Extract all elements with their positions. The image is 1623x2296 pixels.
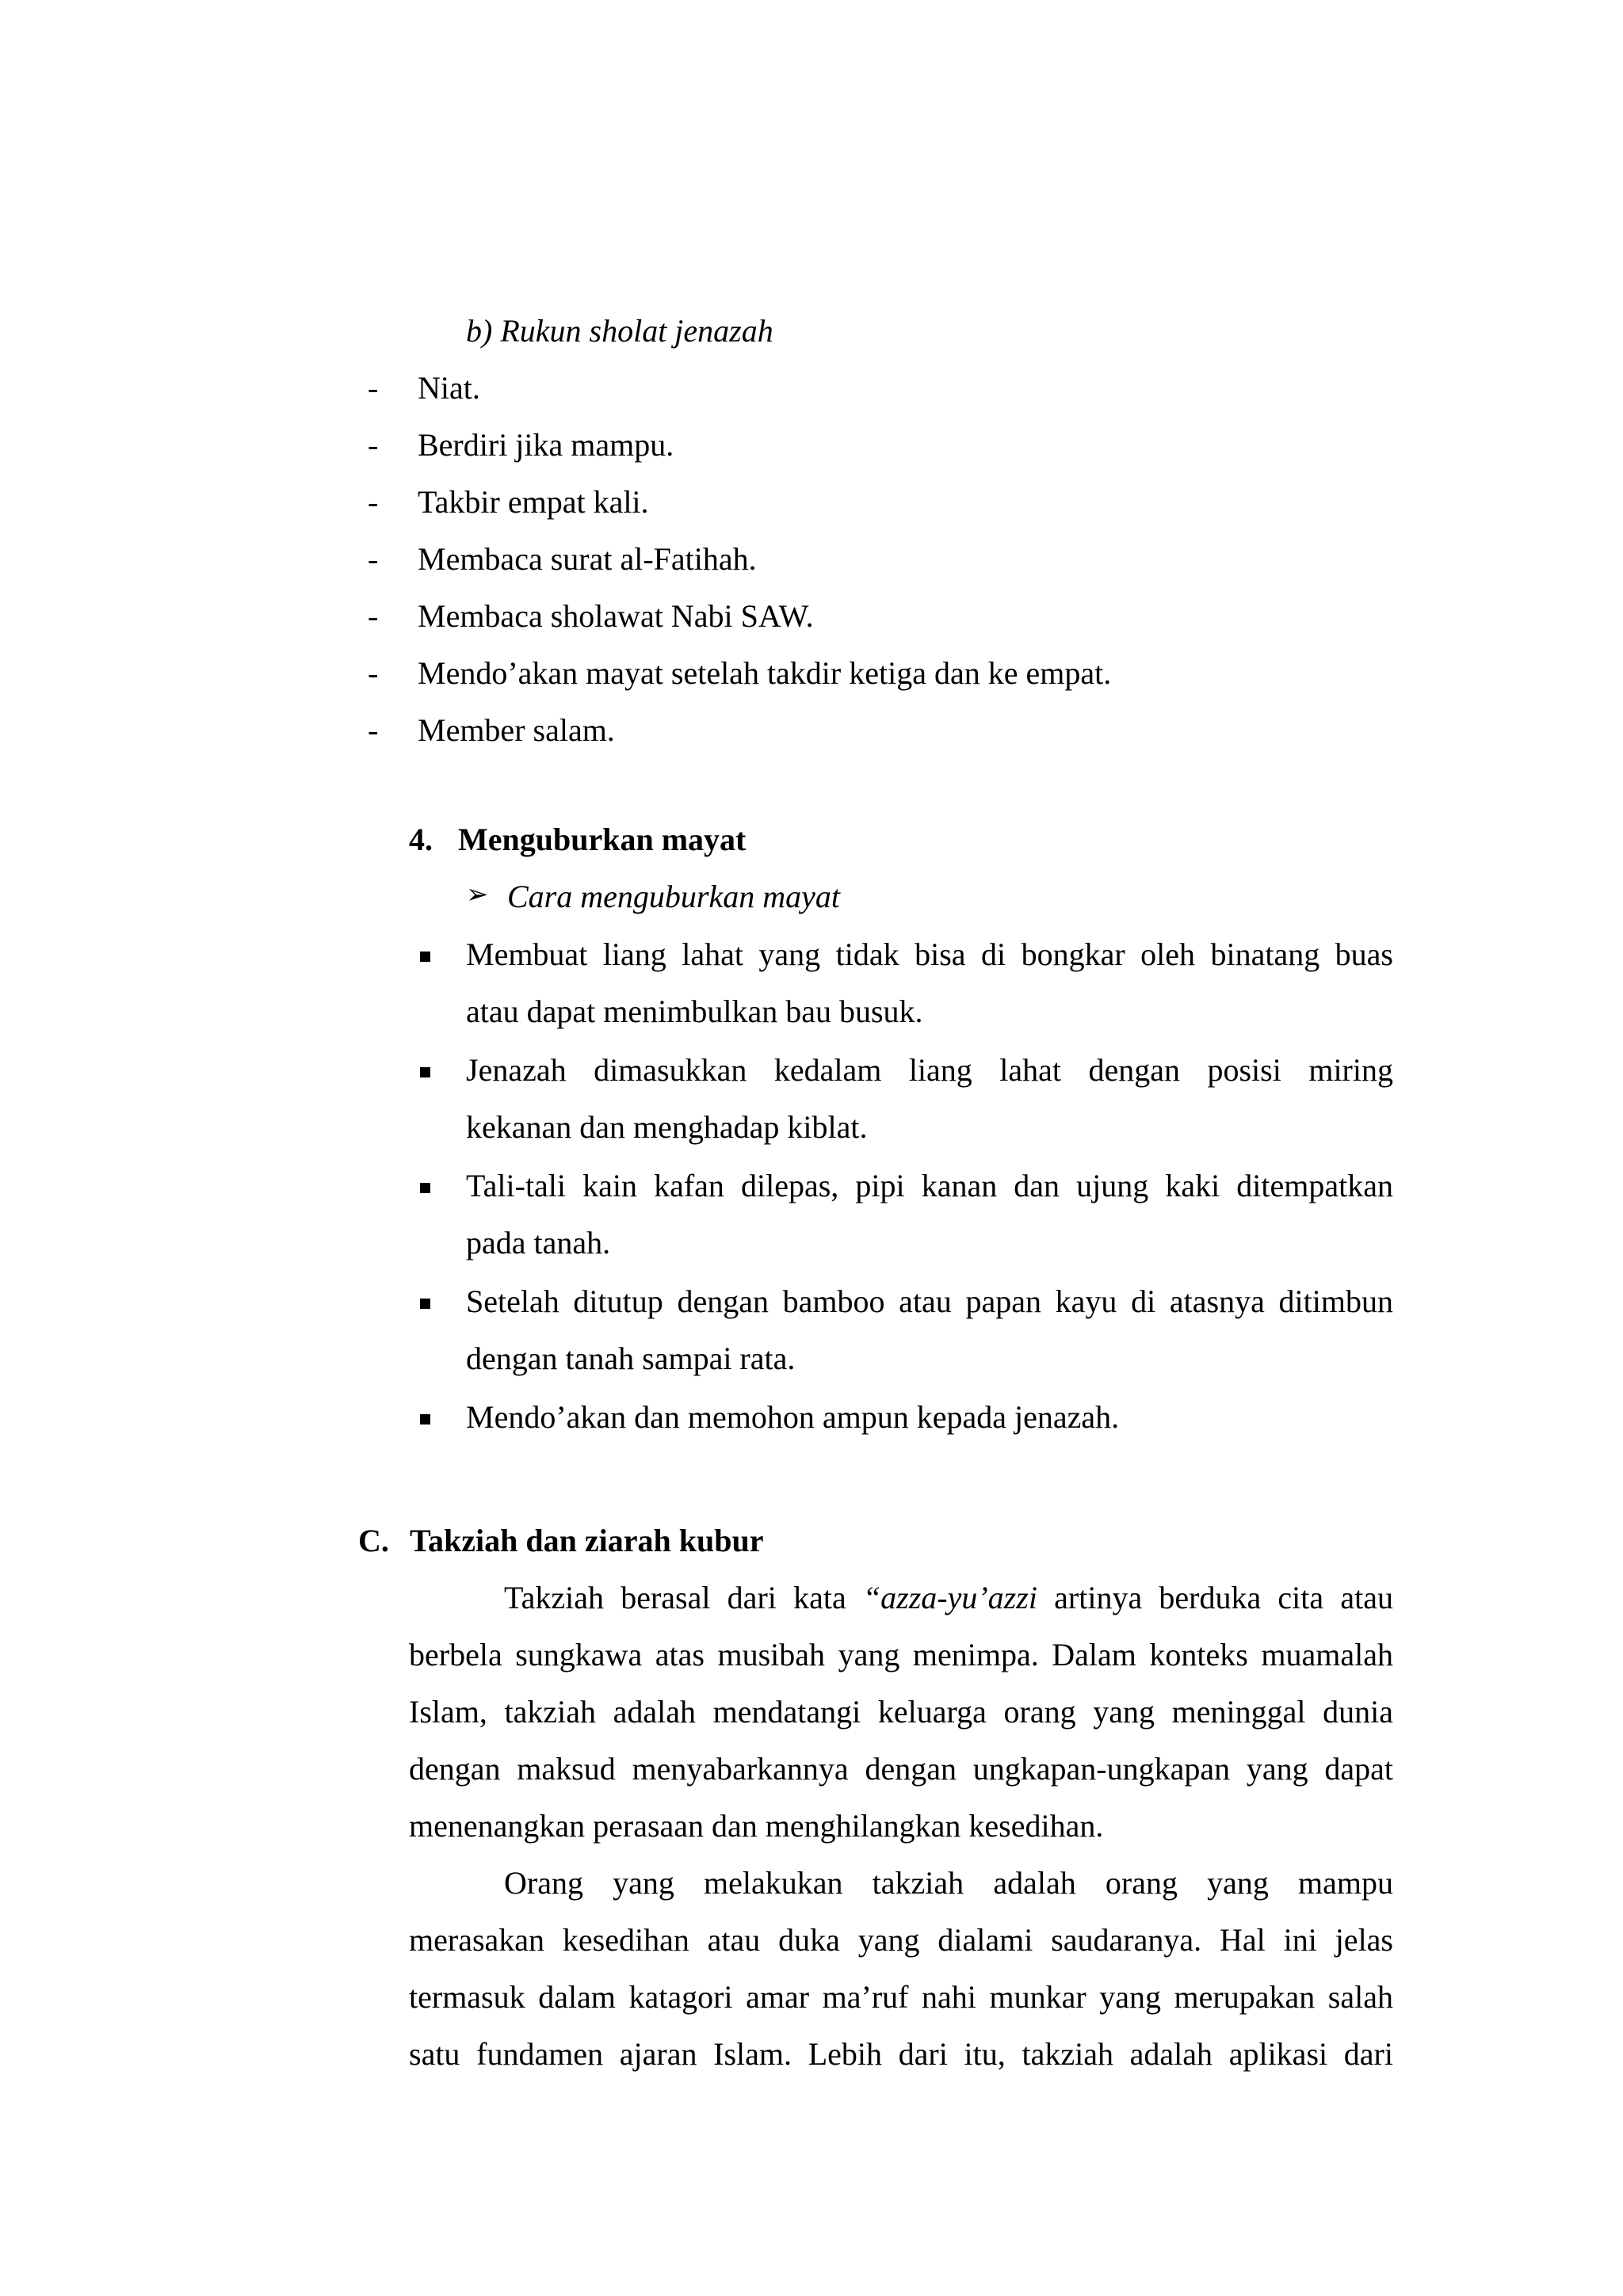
paragraph-line: berbela sungkawa atas musibah yang menimpa. Dalam konteks muamalah [409,1637,1393,1672]
text-segment: artinya berduka cita atau [1054,1580,1393,1615]
list-item-text: Mendo’akan mayat setelah takdir ketiga dan ke empat. [418,655,1112,691]
square-bullet-icon [420,1183,430,1193]
paragraph-line: satu fundamen ajaran Islam. Lebih dari itu, takziah adalah aplikasi dari [409,2036,1393,2072]
list-item-line: atau dapat menimbulkan bau busuk. [466,994,923,1029]
paragraph-line: termasuk dalam katagori amar ma’ruf nahi munkar yang merupakan salah [409,1979,1393,2015]
list-item-line: Membuat liang lahat yang tidak bisa di bongkar oleh binatang buas [466,936,1393,972]
square-bullet-icon [420,1067,430,1077]
paragraph-line: merasakan kesedihan atau duka yang dialami saudaranya. Hal ini jelas [409,1922,1393,1958]
section-title: Menguburkan mayat [458,822,747,857]
list-item-text: Membaca sholawat Nabi SAW. [418,598,814,634]
text-segment: Takziah berasal dari kata [504,1580,846,1615]
list-item-line: dengan tanah sampai rata. [466,1341,796,1376]
list-item-line: Tali-tali kain kafan dilepas, pipi kanan dan ujung kaki ditempatkan [466,1168,1393,1203]
term-italic: “azza-yu’azzi [862,1580,1037,1615]
square-bullet-icon [420,952,430,962]
arrow-bullet-icon: ➢ [466,879,489,910]
square-bullet-icon [420,1299,430,1309]
dash-marker: - [368,598,379,634]
list-item-text: Takbir empat kali. [418,484,649,520]
dash-marker: - [368,370,379,406]
section-title: Takziah dan ziarah kubur [410,1523,764,1558]
paragraph-line [504,1582,1393,1614]
list-item-text: Membaca surat al-Fatihah. [418,541,757,577]
dash-marker: - [368,655,379,691]
list-item-line: Jenazah dimasukkan kedalam liang lahat dengan posisi miring [466,1052,1393,1088]
paragraph-line: Orang yang melakukan takziah adalah orang yang mampu [504,1865,1393,1901]
section-number: 4. [409,822,433,857]
dash-marker: - [368,712,379,748]
dash-marker: - [368,541,379,577]
square-bullet-icon [420,1414,430,1425]
paragraph-line: menenangkan perasaan dan menghilangkan kesedihan. [409,1808,1104,1844]
subsection-heading-cara: Cara menguburkan mayat [507,879,840,914]
list-item-line: pada tanah. [466,1225,611,1261]
dash-marker: - [368,484,379,520]
section-letter: C. [358,1523,389,1558]
list-item-text: Member salam. [418,712,615,748]
subsection-heading-rukun: b) Rukun sholat jenazah [466,313,773,349]
list-item-text: Niat. [418,370,480,406]
list-item-line: kekanan dan menghadap kiblat. [466,1109,868,1145]
paragraph-line: dengan maksud menyabarkannya dengan ungkapan-ungkapan yang dapat [409,1751,1393,1787]
list-item-text: Berdiri jika mampu. [418,427,674,463]
list-item-line: Setelah ditutup dengan bamboo atau papan kayu di atasnya ditimbun [466,1283,1393,1319]
paragraph-line: Islam, takziah adalah mendatangi keluarga orang yang meninggal dunia [409,1694,1393,1730]
list-item-line: Mendo’akan dan memohon ampun kepada jenazah. [466,1399,1120,1435]
dash-marker: - [368,427,379,463]
